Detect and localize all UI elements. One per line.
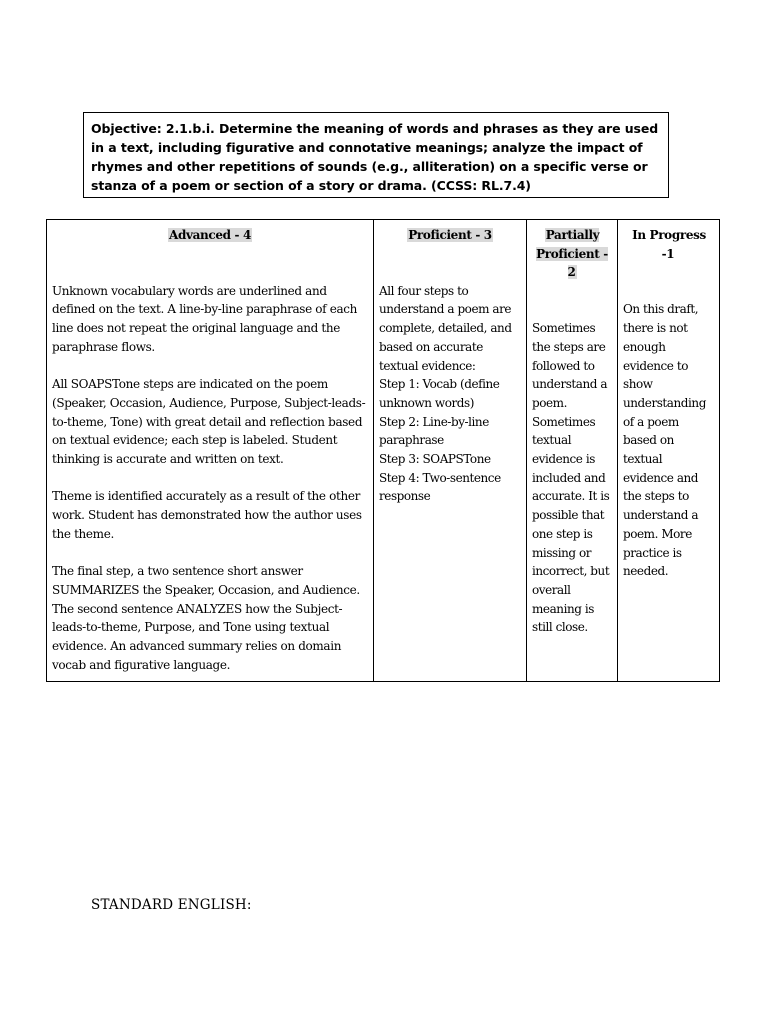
rubric-table bbox=[46, 219, 720, 682]
in-progress-text: On this draft, there is not enough evidence to show understanding of a poem based on textual evidence and the steps to understand a poem. More practice is needed. bbox=[623, 302, 706, 579]
column-heading-in-progress bbox=[623, 226, 714, 263]
rubric-row bbox=[47, 220, 720, 682]
proficient-step: Step 2: Line-by-line paraphrase bbox=[379, 414, 489, 448]
rubric-cell-partially-proficient bbox=[527, 220, 618, 682]
advanced-paragraph: Unknown vocabulary words are underlined and defined on the text. A line-by-line paraphrase of each line does not repeat the original language and the paraphrase flows. bbox=[52, 283, 358, 354]
standard-english-label: STANDARD ENGLISH: bbox=[91, 897, 252, 913]
proficient-intro: All four steps to understand a poem are complete, detailed, and based on accurate textual evidence: bbox=[379, 283, 512, 373]
proficient-step: Step 3: SOAPSTone bbox=[379, 452, 491, 467]
heading-advanced-label: Advanced - 4 bbox=[169, 228, 251, 242]
proficient-step: Step 4: Two-sentence response bbox=[379, 470, 501, 504]
rubric-cell-proficient bbox=[374, 220, 527, 682]
partially-proficient-text: Sometimes the steps are followed to understand a poem. Sometimes textual evidence is included and accurate. It is possible that one step is missing or incorrect, but overall meaning is still close. bbox=[532, 321, 610, 635]
column-heading-partially-proficient bbox=[532, 226, 612, 282]
advanced-paragraph: All SOAPSTone steps are indicated on the poem (Speaker, Occasion, Audience, Purpose, Subject-leads-to-theme, Tone) with great detail and reflection based on textual evidence; each step is labeled. Student thinking is accurate and written on text. bbox=[52, 377, 366, 467]
objective-box bbox=[83, 112, 669, 198]
rubric-cell-advanced bbox=[47, 220, 374, 682]
heading-partially-proficient-label: Partially Proficient - 2 bbox=[536, 228, 608, 280]
heading-proficient-label: Proficient - 3 bbox=[408, 228, 492, 242]
column-heading-proficient bbox=[379, 226, 521, 245]
objective-text: Objective: 2.1.b.i. Determine the meaning of words and phrases as they are used in a text, including figurative and connotative meanings; analyze the impact of rhymes and other repetitions of sounds (e.g., alliteration) on a specific verse or stanza of a poem or section of a story or drama. (CCSS: RL.7.4) bbox=[91, 121, 659, 193]
proficient-step: Step 1: Vocab (define unknown words) bbox=[379, 377, 500, 410]
advanced-paragraph: The final step, a two sentence short answer SUMMARIZES the Speaker, Occasion, and Audience. The second sentence ANALYZES how the Subject-leads-to-theme, Purpose, and Tone using textual evidence. An advanced summary relies on domain vocab and figurative language. bbox=[52, 564, 360, 672]
heading-in-progress-label: In Progress -1 bbox=[632, 228, 706, 261]
column-heading-advanced bbox=[52, 226, 368, 245]
advanced-paragraph: Theme is identified accurately as a result of the other work. Student has demonstrated how the author uses the theme. bbox=[52, 489, 362, 541]
rubric-cell-in-progress bbox=[618, 220, 720, 682]
